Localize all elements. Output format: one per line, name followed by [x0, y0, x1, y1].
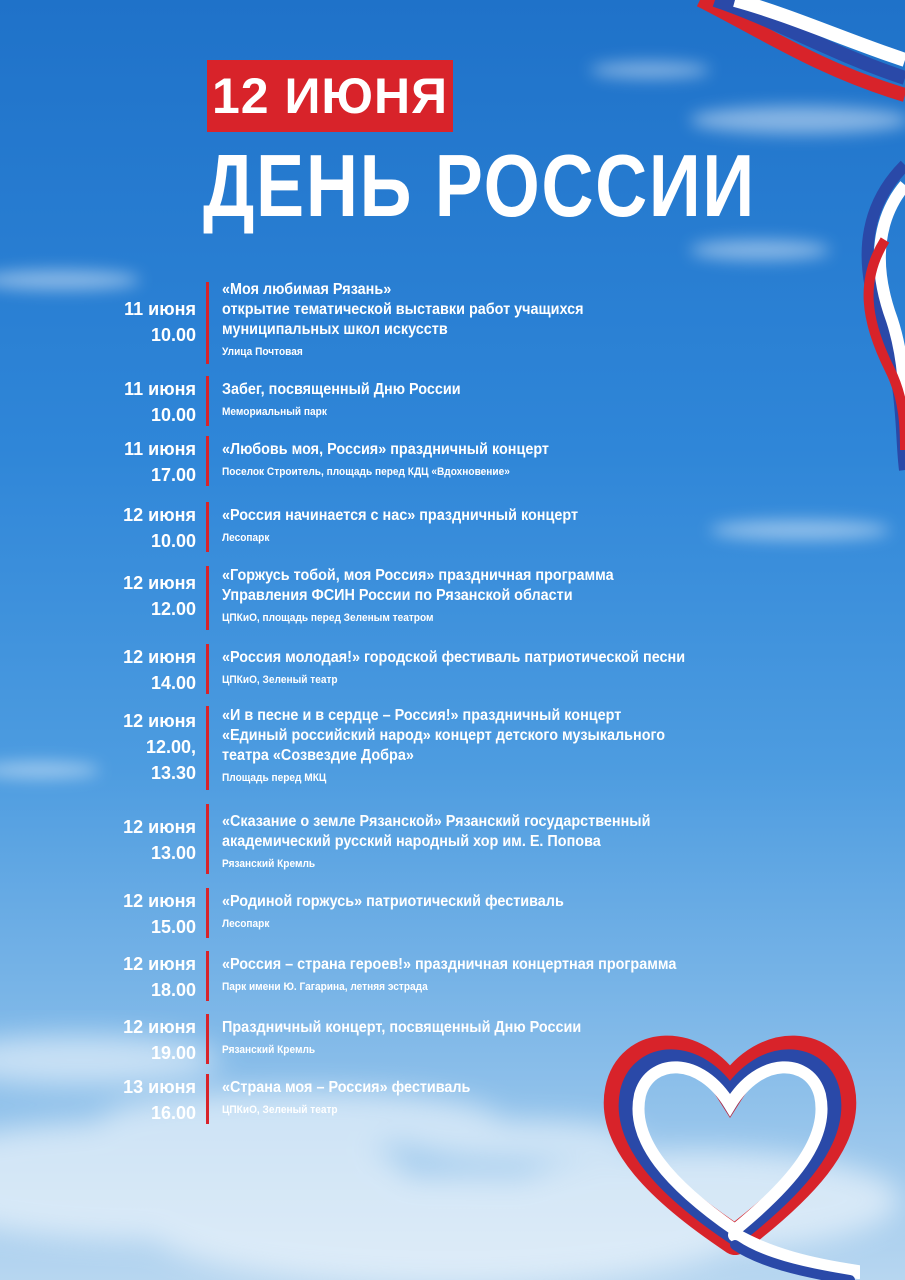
- event-date-time: [100, 376, 196, 428]
- event-divider: [206, 1014, 209, 1064]
- event-venue: Мемориальный парк: [222, 406, 327, 418]
- event-date-time: [100, 644, 196, 696]
- event-title: «Россия начинается с нас» праздничный концерт: [222, 507, 578, 524]
- event-time: 14.00: [150, 673, 196, 693]
- event-divider: [206, 888, 209, 938]
- event-title: «Россия молодая!» городской фестиваль патриотической песни: [222, 649, 686, 666]
- event-time: 10.00: [150, 405, 196, 425]
- event-date: 12 июня: [123, 573, 196, 593]
- event-title: «Любовь моя, Россия» праздничный концерт: [222, 441, 549, 458]
- event-venue: Лесопарк: [222, 532, 270, 544]
- event-date: 11 июня: [124, 379, 196, 399]
- event-date: 11 июня: [124, 439, 196, 459]
- event-time: 10.00: [150, 531, 196, 551]
- event-date-time: [100, 502, 196, 554]
- event-time: 18.00: [150, 980, 196, 1000]
- event-time: 12.00: [150, 599, 196, 619]
- event-info: [222, 892, 822, 931]
- event-divider: [206, 502, 209, 552]
- event-venue: Улица Почтовая: [222, 346, 303, 358]
- date-badge: 12 ИЮНЯ: [207, 60, 453, 132]
- event-venue: Парк имени Ю. Гагарина, летняя эстрада: [222, 981, 428, 993]
- event-date: 11 июня: [124, 299, 196, 319]
- event-title: Забег, посвященный Дню России: [222, 381, 461, 398]
- event-venue: Площадь перед МКЦ: [222, 772, 327, 784]
- event-date: 12 июня: [123, 505, 196, 525]
- event-info: [222, 1078, 822, 1117]
- event-time: 17.00: [150, 465, 196, 485]
- event-divider: [206, 376, 209, 426]
- event-title: «Страна моя – Россия» фестиваль: [222, 1079, 471, 1096]
- event-date-time: [100, 1014, 196, 1066]
- event-date: 12 июня: [123, 647, 196, 667]
- event-date: 13 июня: [123, 1077, 196, 1097]
- event-info: [222, 648, 822, 687]
- event-time: 13.30: [150, 763, 196, 783]
- event-date: 12 июня: [123, 1017, 196, 1037]
- event-date-time: [100, 436, 196, 488]
- event-date-time: [100, 1074, 196, 1126]
- event-date: 12 июня: [123, 954, 196, 974]
- event-date-time: [100, 708, 196, 786]
- event-title: «Родиной горжусь» патриотический фестиваль: [222, 893, 564, 910]
- event-info: [222, 380, 822, 419]
- event-divider: [206, 644, 209, 694]
- event-info: [222, 812, 822, 871]
- event-info: [222, 566, 822, 625]
- page-title: ДЕНЬ РОССИИ: [203, 136, 756, 235]
- event-divider: [206, 1074, 209, 1124]
- event-title: «И в песне и в сердце – Россия!» праздничный концерт «Единый российский народ» концерт детского музыкального театра «Созвездие Добра»: [222, 707, 666, 764]
- event-time: 19.00: [150, 1043, 196, 1063]
- event-time: 16.00: [150, 1103, 196, 1123]
- event-title: Праздничный концерт, посвященный Дню России: [222, 1019, 582, 1036]
- event-divider: [206, 706, 209, 790]
- event-date-time: [100, 888, 196, 940]
- event-divider: [206, 804, 209, 874]
- event-date: 12 июня: [123, 891, 196, 911]
- event-venue: Лесопарк: [222, 918, 270, 930]
- event-venue: ЦПКиО, Зеленый театр: [222, 674, 338, 686]
- event-time: 13.00: [150, 843, 196, 863]
- event-time: 10.00: [150, 325, 196, 345]
- event-date: 12 июня: [123, 817, 196, 837]
- event-time: 12.00,: [145, 737, 196, 757]
- event-info: [222, 440, 822, 479]
- event-venue: ЦПКиО, Зеленый театр: [222, 1104, 338, 1116]
- event-divider: [206, 436, 209, 486]
- event-info: [222, 955, 822, 994]
- event-info: [222, 1018, 822, 1057]
- event-venue: ЦПКиО, площадь перед Зеленым театром: [222, 612, 434, 624]
- event-info: [222, 506, 822, 545]
- event-info: [222, 280, 822, 359]
- event-venue: Рязанский Кремль: [222, 858, 316, 870]
- event-title: «Горжусь тобой, моя Россия» праздничная программа Управления ФСИН России по Рязанской области: [222, 567, 614, 604]
- event-divider: [206, 566, 209, 630]
- event-time: 15.00: [150, 917, 196, 937]
- event-date-time: [100, 570, 196, 622]
- event-divider: [206, 951, 209, 1001]
- event-date-time: [100, 296, 196, 348]
- event-title: «Сказание о земле Рязанской» Рязанский государственный академический русский народный хор им. Е. Попова: [222, 813, 651, 850]
- event-date-time: [100, 814, 196, 866]
- event-venue: Рязанский Кремль: [222, 1044, 316, 1056]
- event-date: 12 июня: [123, 711, 196, 731]
- event-title: «Моя любимая Рязань» открытие тематической выставки работ учащихся муниципальных школ искусств: [222, 281, 584, 338]
- event-venue: Поселок Строитель, площадь перед КДЦ «Вдохновение»: [222, 466, 510, 478]
- event-date-time: [100, 951, 196, 1003]
- event-info: [222, 706, 822, 785]
- event-divider: [206, 282, 209, 364]
- event-title: «Россия – страна героев!» праздничная концертная программа: [222, 956, 677, 973]
